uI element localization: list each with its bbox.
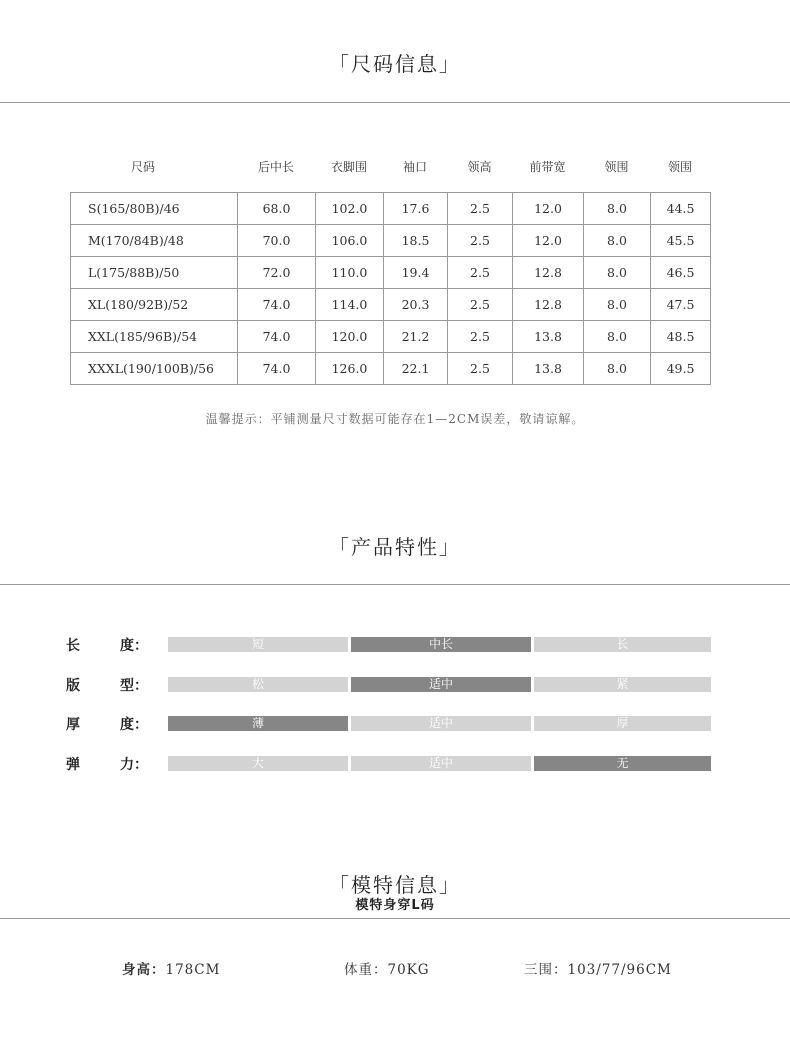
size-cell-value: 74.0 — [238, 289, 316, 321]
size-row — [71, 353, 711, 385]
header-size: 尺码 — [130, 160, 155, 174]
size-cell-value: 72.0 — [238, 257, 316, 289]
size-cell-label: L(175/88B)/50 — [71, 257, 238, 289]
attribute-label-suffix: 力： — [120, 757, 148, 773]
header-placket-width: 前带宽 — [529, 160, 566, 174]
size-cell-value: 45.5 — [651, 225, 711, 257]
model-weight-label: 体重： — [344, 962, 388, 978]
size-cell-value: 114.0 — [316, 289, 384, 321]
size-section-divider — [0, 102, 790, 103]
attribute-label-char: 长 — [66, 638, 80, 654]
header-collar-girth-1: 领围 — [604, 160, 629, 174]
size-cell-value: 110.0 — [316, 257, 384, 289]
size-row — [71, 321, 711, 353]
size-cell-value: 21.2 — [384, 321, 448, 353]
size-section-title: 「尺码信息」 — [329, 52, 461, 76]
attribute-option: 长 — [534, 637, 711, 652]
size-row — [71, 193, 711, 225]
header-hem: 衣脚围 — [330, 160, 367, 174]
attribute-label-char: 弹 — [66, 757, 80, 773]
size-cell-value: 70.0 — [238, 225, 316, 257]
model-weight — [344, 958, 430, 978]
size-cell-value: 12.8 — [513, 289, 584, 321]
size-cell-value: 2.5 — [448, 321, 513, 353]
size-cell-value: 8.0 — [584, 321, 651, 353]
size-cell-value: 74.0 — [238, 321, 316, 353]
attribute-label-char: 厚 — [66, 717, 80, 733]
size-cell-value: 12.8 — [513, 257, 584, 289]
model-height — [122, 958, 220, 978]
size-cell-value: 13.8 — [513, 353, 584, 385]
model-measurements — [524, 958, 672, 978]
attribute-option: 紧 — [534, 677, 711, 692]
model-height-label: 身高： — [122, 962, 166, 978]
size-cell-value: 12.0 — [513, 193, 584, 225]
size-cell-value: 68.0 — [238, 193, 316, 225]
size-row — [71, 225, 711, 257]
attribute-option: 短 — [168, 637, 348, 652]
header-collar-girth-2: 领围 — [667, 160, 692, 174]
model-section-title: 「模特信息」 — [329, 873, 461, 897]
size-cell-label: M(170/84B)/48 — [71, 225, 238, 257]
size-cell-value: 47.5 — [651, 289, 711, 321]
size-cell-value: 8.0 — [584, 193, 651, 225]
attribute-option-selected: 适中 — [351, 677, 531, 692]
feature-section-divider — [0, 584, 790, 585]
size-cell-label: XL(180/92B)/52 — [71, 289, 238, 321]
size-cell-label: S(165/80B)/46 — [71, 193, 238, 225]
size-cell-value: 46.5 — [651, 257, 711, 289]
attribute-label-suffix: 度： — [120, 638, 148, 654]
size-cell-value: 8.0 — [584, 225, 651, 257]
size-cell-value: 8.0 — [584, 289, 651, 321]
size-cell-value: 19.4 — [384, 257, 448, 289]
size-cell-value: 17.6 — [384, 193, 448, 225]
attribute-label-suffix: 度： — [120, 717, 148, 733]
size-cell-label: XXXL(190/100B)/56 — [71, 353, 238, 385]
size-cell-label: XXL(185/96B)/54 — [71, 321, 238, 353]
attribute-option: 适中 — [351, 756, 531, 771]
header-collar-height: 领高 — [467, 160, 492, 174]
size-cell-value: 120.0 — [316, 321, 384, 353]
attribute-label-char: 版 — [66, 678, 80, 694]
header-back-length: 后中长 — [257, 160, 294, 174]
model-size-subtitle: 模特身穿L码 — [355, 898, 435, 913]
size-row — [71, 257, 711, 289]
size-row — [71, 289, 711, 321]
size-cell-value: 2.5 — [448, 353, 513, 385]
size-cell-value: 2.5 — [448, 193, 513, 225]
attribute-option: 适中 — [351, 716, 531, 731]
attribute-label-suffix: 型： — [120, 678, 148, 694]
header-cuff: 袖口 — [402, 160, 427, 174]
size-cell-value: 102.0 — [316, 193, 384, 225]
size-cell-value: 2.5 — [448, 225, 513, 257]
attribute-option: 厚 — [534, 716, 711, 731]
size-cell-value: 8.0 — [584, 353, 651, 385]
measurement-note: 温馨提示：平铺测量尺寸数据可能存在1—2CM误差，敬请谅解。 — [205, 412, 585, 426]
size-cell-value: 44.5 — [651, 193, 711, 225]
attribute-option-selected: 薄 — [168, 716, 348, 731]
size-cell-value: 74.0 — [238, 353, 316, 385]
size-cell-value: 18.5 — [384, 225, 448, 257]
model-measurements-value: 103/77/96CM — [567, 962, 672, 978]
size-cell-value: 8.0 — [584, 257, 651, 289]
size-cell-value: 49.5 — [651, 353, 711, 385]
size-cell-value: 126.0 — [316, 353, 384, 385]
model-section-divider — [0, 918, 790, 919]
size-cell-value: 2.5 — [448, 257, 513, 289]
size-cell-value: 48.5 — [651, 321, 711, 353]
attribute-option: 松 — [168, 677, 348, 692]
size-cell-value: 106.0 — [316, 225, 384, 257]
feature-section-title: 「产品特性」 — [329, 535, 461, 559]
size-cell-value: 20.3 — [384, 289, 448, 321]
size-cell-value: 22.1 — [384, 353, 448, 385]
size-cell-value: 12.0 — [513, 225, 584, 257]
size-table — [70, 192, 711, 385]
attribute-option: 大 — [168, 756, 348, 771]
size-cell-value: 13.8 — [513, 321, 584, 353]
model-height-value: 178CM — [165, 962, 221, 978]
model-measurements-label: 三围： — [524, 962, 568, 978]
model-weight-value: 70KG — [387, 962, 430, 978]
size-cell-value: 2.5 — [448, 289, 513, 321]
attribute-option-selected: 无 — [534, 756, 711, 771]
attribute-option-selected: 中长 — [351, 637, 531, 652]
